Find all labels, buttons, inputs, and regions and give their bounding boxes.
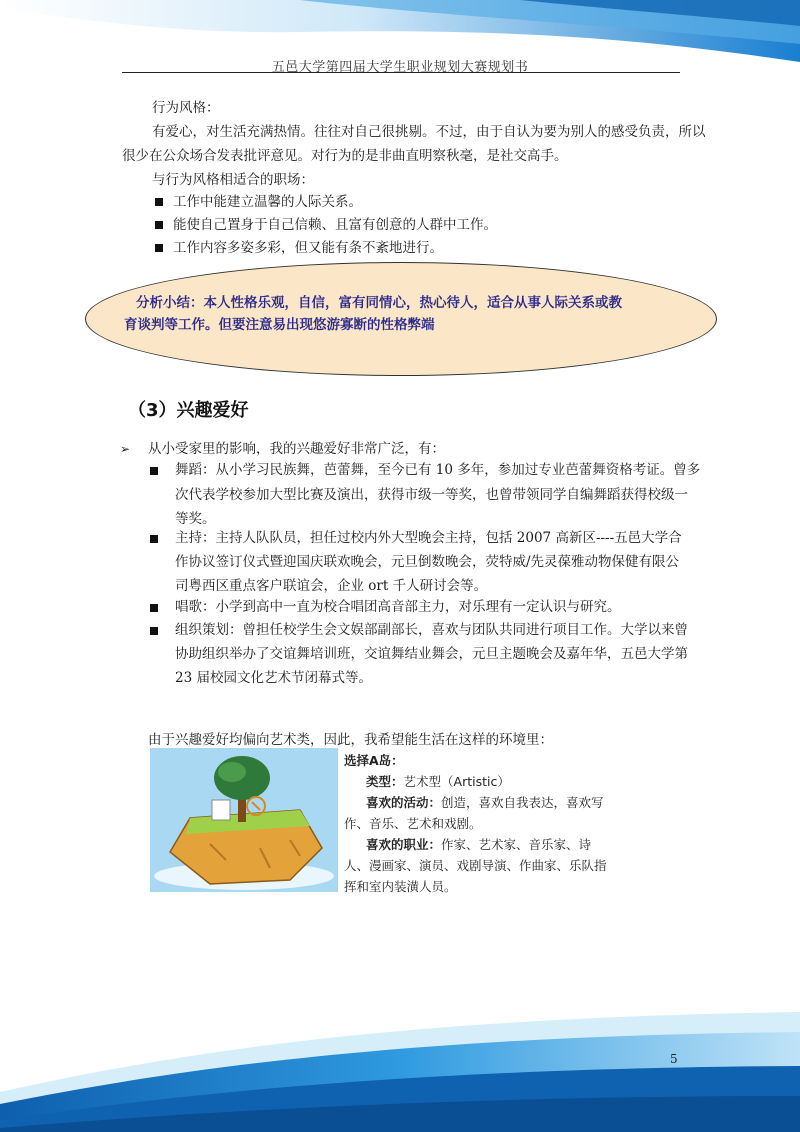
island-choice: 选择A岛： — [344, 753, 404, 768]
behavior-heading: 行为风格： — [152, 100, 220, 116]
hobby-planning-line2: 协助组织举办了交谊舞培训班，交谊舞结业舞会，元旦主题晚会及嘉年华，五邑大学第 — [175, 646, 688, 662]
island-jobs-line1: 喜欢的职业：作家、艺术家、音乐家、诗 — [366, 837, 592, 852]
hobby-dance-line2: 次代表学校参加大型比赛及演出，获得市级一等奖，也曾带领同学自编舞蹈获得校级一 — [175, 487, 688, 503]
summary-line1: 分析小结：本人性格乐观，自信，富有同情心，热心待人，适合从事人际关系或教 — [136, 295, 622, 311]
behavior-paragraph-line1: 有爱心，对生活充满热情。往往对自己很挑剔。不过，由于自认为要为别人的感受负责，所以 — [152, 124, 706, 140]
hobby-planning-line1: 组织策划：曾担任校学生会文娱部副部长，喜欢与团队共同进行项目工作。大学以来曾 — [175, 622, 688, 638]
hobby-singing-line1: 唱歌：小学到高中一直为校合唱团高音部主力，对乐理有一定认识与研究。 — [175, 599, 621, 615]
island-activities-line2: 作、音乐、艺术和戏剧。 — [344, 816, 482, 831]
section-title: （3）兴趣爱好 — [128, 400, 249, 421]
arrow-bullet-icon: ➢ — [120, 442, 131, 456]
island-type: 类型：艺术型（Artistic） — [366, 774, 510, 789]
suitable-workplace-heading: 与行为风格相适合的职场： — [152, 172, 314, 188]
summary-callout-text — [124, 292, 656, 336]
header-divider — [122, 72, 680, 73]
behavior-paragraph-line2: 很少在公众场合发表批评意见。对行为的是非曲直明察秋毫，是社交高手。 — [122, 148, 568, 164]
hobbies-intro: 从小受家里的影响，我的兴趣爱好非常广泛，有： — [148, 441, 445, 457]
hobby-planning-line3: 23 届校园文化艺术节闭幕式等。 — [175, 670, 372, 686]
hobby-dance-line1: 舞蹈：从小学习民族舞，芭蕾舞，至今已有 10 多年，参加过专业芭蕾舞资格考证。曾多 — [175, 462, 701, 478]
summary-line2: 育谈判等工作。但要注意易出现悠游寡断的性格弊端 — [124, 317, 435, 333]
square-bullet-icon — [155, 244, 163, 252]
environment-intro: 由于兴趣爱好均偏向艺术类，因此，我希望能生活在这样的环境里： — [148, 732, 553, 748]
square-bullet-icon — [150, 627, 158, 635]
island-illustration — [150, 748, 338, 892]
island-activities-line1: 喜欢的活动：创造，喜欢自我表达，喜欢写 — [366, 795, 604, 810]
hobby-dance-line3: 等奖。 — [175, 511, 216, 527]
list-item: 工作中能建立温馨的人际关系。 — [155, 190, 362, 214]
square-bullet-icon — [150, 467, 158, 475]
page-number: 5 — [670, 1052, 678, 1066]
hobby-host-line3: 司粤西区重点客户联谊会，企业 ort 千人研讨会等。 — [175, 578, 488, 594]
footer-wave-decoration — [0, 992, 800, 1132]
square-bullet-icon — [150, 535, 158, 543]
list-item: 工作内容多姿多彩，但又能有条不紊地进行。 — [155, 236, 443, 260]
document-header-title: 五邑大学第四届大学生职业规划大赛规划书 — [271, 60, 529, 75]
square-bullet-icon — [155, 221, 163, 229]
hobby-host-line2: 作协议签订仪式暨迎国庆联欢晚会，元旦倒数晚会，荧特威/先灵葆雅动物保健有限公 — [175, 554, 680, 570]
hobby-host-line1: 主持：主持人队队员，担任过校内外大型晚会主持，包括 2007 高新区----五邑大学合 — [175, 530, 682, 546]
list-item: 能使自己置身于自己信赖、且富有创意的人群中工作。 — [155, 213, 497, 237]
square-bullet-icon — [150, 604, 158, 612]
island-jobs-line3: 挥和室内装潢人员。 — [344, 879, 457, 894]
square-bullet-icon — [155, 198, 163, 206]
island-jobs-line2: 人、漫画家、演员、戏剧导演、作曲家、乐队指 — [344, 858, 607, 873]
